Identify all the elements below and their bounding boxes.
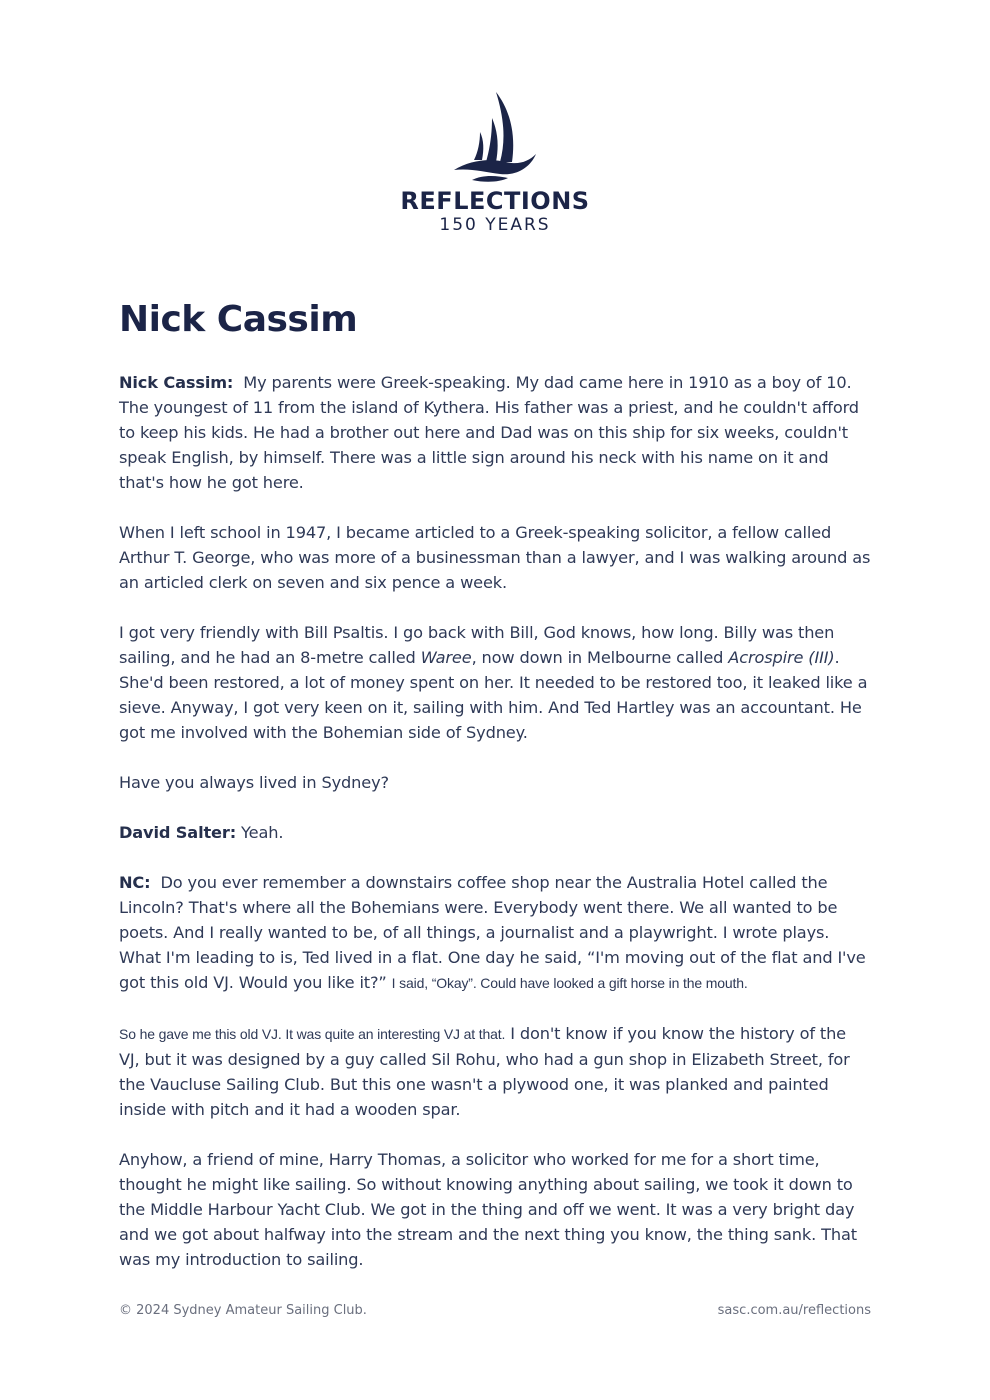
paragraph-8 bbox=[119, 1147, 871, 1272]
paragraph-text: Yeah. bbox=[241, 823, 284, 842]
copyright-text: © 2024 Sydney Amateur Sailing Club. bbox=[119, 1303, 367, 1318]
paragraph-text: I don't know if you know the history of the VJ, but it was designed by a guy called Sil Rohu, who had a gun shop in Elizabeth Street, for the Vaucluse Sailing Club. But this one wasn't a plywood one, it was planked and painted inside with pitch and it had a wooden spar. bbox=[119, 1024, 850, 1119]
paragraph-4 bbox=[119, 770, 871, 795]
interview-body bbox=[119, 370, 871, 1297]
speaker-label: Nick Cassim: bbox=[119, 373, 234, 392]
paragraph-7 bbox=[119, 1021, 871, 1122]
sailboat-logo-icon bbox=[450, 88, 540, 184]
boat-name: Waree bbox=[420, 648, 472, 667]
paragraph-text: Do you ever remember a downstairs coffee shop near the Australia Hotel called the Lincoln? That's where all the Bohemians were. Everybody went there. We all wanted to be poets. And I really wanted to be, of all things, a journalist and a playwright. I wrote plays. What I'm leading to is, Ted lived in a flat. One day he said, “I'm moving out of the flat and I've got this old VJ. Would you like it?” bbox=[119, 873, 866, 992]
footer-url-link[interactable]: sasc.com.au/reflections bbox=[717, 1303, 871, 1318]
paragraph-3 bbox=[119, 620, 871, 745]
paragraph-text-small: So he gave me this old VJ. It was quite an interesting VJ at that. bbox=[119, 1026, 506, 1042]
paragraph-1 bbox=[119, 370, 871, 495]
paragraph-text: My parents were Greek-speaking. My dad came here in 1910 as a boy of 10. The youngest of 11 from the island of Kythera. His father was a priest, and he couldn't afford to keep his kids. He had a brother out here and Dad was on this ship for six weeks, couldn't speak English, by himself. There was a little sign around his neck with his name on it and that's how he got here. bbox=[119, 373, 859, 492]
paragraph-6 bbox=[119, 870, 871, 996]
paragraph-2 bbox=[119, 520, 871, 595]
paragraph-text: . She'd been restored, a lot of money spent on her. It needed to be restored too, it leaked like a sieve. Anyway, I got very keen on it, sailing with him. And Ted Hartley was an accountant. He got me involved with the Bohemian side of Sydney. bbox=[119, 648, 868, 742]
paragraph-text-small: I said, “Okay”. Could have looked a gift horse in the mouth. bbox=[391, 975, 748, 991]
paragraph-text: , now down in Melbourne called bbox=[471, 648, 729, 667]
logo-title: REFLECTIONS bbox=[400, 187, 590, 215]
paragraph-5 bbox=[119, 820, 871, 845]
page-footer bbox=[119, 1302, 871, 1320]
reflections-logo bbox=[0, 88, 990, 236]
speaker-label: NC: bbox=[119, 873, 151, 892]
logo-subtitle: 150 YEARS bbox=[439, 215, 551, 235]
boat-name: Acrospire (III) bbox=[728, 648, 835, 667]
page-title: Nick Cassim bbox=[119, 299, 358, 340]
speaker-label: David Salter: bbox=[119, 823, 237, 842]
paragraph-text: When I left school in 1947, I became articled to a Greek-speaking solicitor, a fellow called Arthur T. George, who was more of a businessman than a lawyer, and I was walking around as an articled clerk on seven and six pence a week. bbox=[119, 523, 871, 592]
paragraph-text: Anyhow, a friend of mine, Harry Thomas, a solicitor who worked for me for a short time, thought he might like sailing. So without knowing anything about sailing, we took it down to the Middle Harbour Yacht Club. We got in the thing and off we went. It was a very bright day and we got about halfway into the stream and the next thing you know, the thing sank. That was my introduction to sailing. bbox=[119, 1150, 857, 1269]
question-text: Have you always lived in Sydney? bbox=[119, 773, 389, 792]
paragraph-text: I got very friendly with Bill Psaltis. I go back with Bill, God knows, how long. Billy was then sailing, and he had an 8-metre called bbox=[119, 623, 835, 667]
